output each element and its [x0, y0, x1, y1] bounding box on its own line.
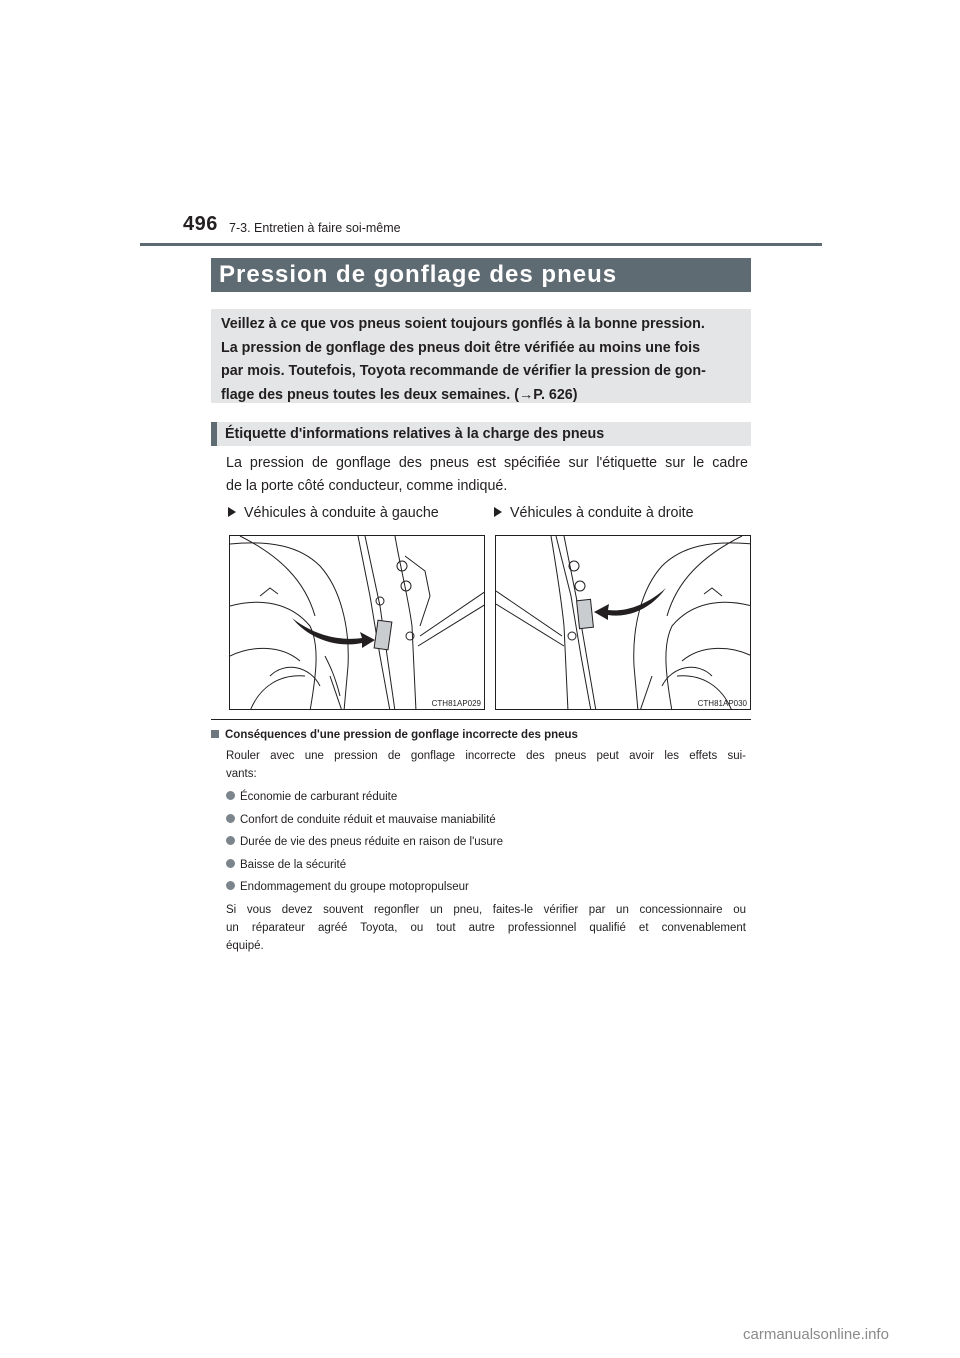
consequences-list: [226, 788, 503, 901]
triangle-bullet-icon: [228, 507, 236, 517]
paragraph-line: vants:: [226, 768, 257, 780]
bullet-dot-icon: [226, 859, 235, 868]
watermark: carmanualsonline.info: [743, 1326, 889, 1343]
list-item-text: Durée de vie des pneus réduite en raison de l'usure: [240, 836, 504, 848]
intro-line: flage des pneus toutes les deux semaines. (→P. 626): [221, 386, 578, 403]
intro-line: par mois. Toutefois, Toyota recommande de vérifier la pression de gon-: [221, 363, 706, 379]
tire-label-marker: [577, 599, 594, 628]
list-item-text: Endommagement du groupe motopropulseur: [240, 881, 469, 893]
section-paragraph: [226, 452, 748, 498]
bullet-dot-icon: [226, 881, 235, 890]
paragraph-line: équipé.: [226, 940, 264, 952]
list-item: [226, 811, 503, 834]
door-frame-drawing-left: [230, 536, 485, 710]
arrow-icon: [594, 588, 666, 620]
triangle-bullet-icon: [494, 507, 502, 517]
illustration-right-hand-drive: [495, 535, 751, 710]
list-item-text: Économie de carburant réduite: [240, 791, 398, 803]
arrow-icon: [292, 618, 375, 648]
intro-line: Veillez à ce que vos pneus soient toujours gonflés à la bonne pression.: [221, 316, 705, 332]
list-item-text: Confort de conduite réduit et mauvaise maniabilité: [240, 813, 496, 826]
bullet-dot-icon: [226, 836, 235, 845]
paragraph-line: Rouler avec une pression de gonflage incorrecte des pneus peut avoir les effets sui-: [226, 750, 746, 762]
left-caption-text: Véhicules à conduite à gauche: [244, 505, 439, 521]
consequences-heading: [211, 729, 578, 741]
list-item: [226, 856, 503, 879]
bullet-dot-icon: [226, 791, 235, 800]
list-item: [226, 833, 503, 856]
list-item: [226, 788, 503, 811]
list-item: [226, 878, 503, 901]
consequences-intro: [226, 747, 746, 783]
divider: [211, 719, 751, 720]
intro-line: La pression de gonflage des pneus doit être vérifiée au moins une fois: [221, 339, 701, 356]
square-bullet-icon: [211, 730, 219, 738]
page-title: Pression de gonflage des pneus: [211, 258, 751, 292]
left-caption: [228, 505, 439, 521]
tire-label-marker: [374, 620, 392, 650]
paragraph-line: de la porte côté conducteur, comme indiqué.: [226, 478, 508, 494]
bullet-dot-icon: [226, 814, 235, 823]
intro-box: [211, 309, 751, 403]
paragraph-line: Si vous devez souvent regonfler un pneu, faites-le vérifier par un concessionnaire ou: [226, 904, 746, 916]
image-code: CTH81AP029: [431, 699, 481, 708]
paragraph-line: un réparateur agréé Toyota, ou tout autre professionnel qualifié et convenablement: [226, 922, 746, 934]
right-caption-text: Véhicules à conduite à droite: [510, 505, 694, 521]
consequences-heading-text: Conséquences d'une pression de gonflage incorrecte des pneus: [225, 729, 578, 741]
header-rule: [140, 243, 822, 246]
paragraph-line: La pression de gonflage des pneus est spécifiée sur l'étiquette sur le cadre: [226, 455, 748, 471]
consequences-closing: [226, 901, 746, 955]
list-item-text: Baisse de la sécurité: [240, 858, 347, 871]
illustration-left-hand-drive: [229, 535, 485, 710]
image-code: CTH81AP030: [697, 699, 747, 708]
breadcrumb: 7-3. Entretien à faire soi-même: [229, 221, 401, 235]
right-caption: [494, 505, 694, 521]
section-heading: Étiquette d'informations relatives à la charge des pneus: [211, 422, 751, 446]
door-frame-drawing-right: [496, 536, 751, 710]
page-number: 496: [183, 213, 218, 235]
